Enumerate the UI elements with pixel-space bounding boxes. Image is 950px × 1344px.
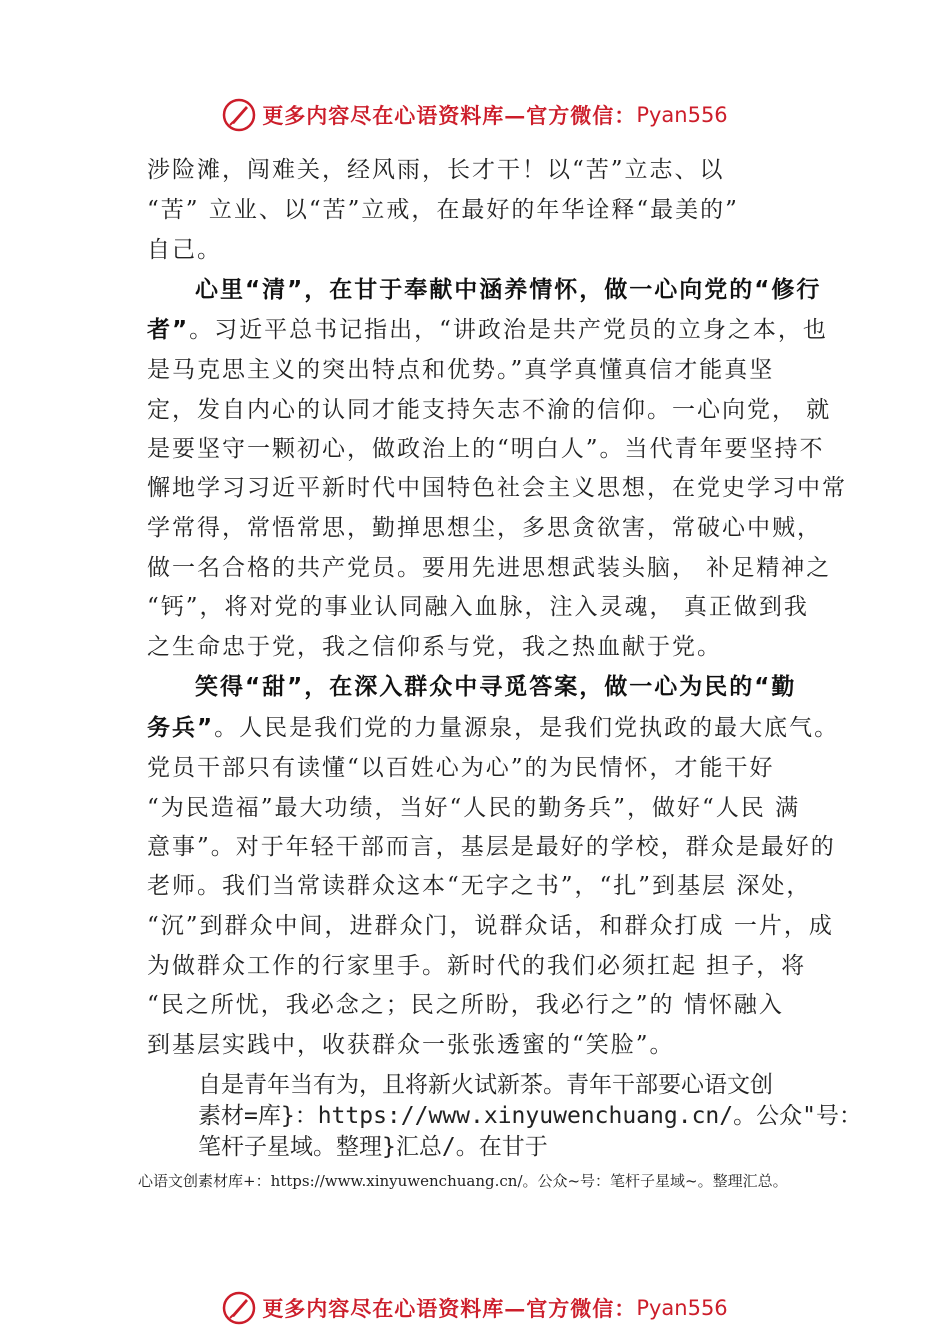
quill-logo-icon	[222, 98, 256, 132]
section-heading-end: 者”	[147, 317, 190, 343]
body-line: “为民造福”最大功绩，当好“人民的勤务兵”，做好“人民 满	[147, 795, 801, 821]
body-line: “苦” 立业、以“苦”立戒，在最好的年华诠释“最美的”	[147, 197, 739, 223]
body-line: “民之所忧，我必念之；民之所盼，我必行之”的 情怀融入	[147, 992, 784, 1018]
quote-line: 自是青年当有为，且将新火试新茶。青年干部要心语文创	[198, 1072, 773, 1098]
body-line: 学常得，常悟常思，勤掸思想尘，多思贪欲害，常破心中贼，	[147, 515, 822, 541]
body-line: 是要坚守一颗初心，做政治上的“明白人”。当代青年要坚持不	[147, 436, 825, 462]
footer-banner	[0, 1288, 950, 1328]
banner-text: 更多内容尽在心语资料库—官方微信：	[262, 103, 637, 128]
quote-line: 笔杆子星域。整理}汇总/。在甘于	[198, 1134, 548, 1160]
quote-line: 素材=库}：https://www.xinyuwenchuang.cn/。公众"号：	[198, 1103, 862, 1129]
banner-wechat-id: Pyan556	[636, 1296, 728, 1320]
body-line	[147, 315, 828, 345]
banner-text: 更多内容尽在心语资料库—官方微信：	[262, 1296, 637, 1321]
body-line: 涉险滩，闯难关，经风雨，长才干！以“苦”立志、以	[147, 157, 725, 183]
body-line: 懈地学习习近平新时代中国特色社会主义思想，在党史学习中常	[147, 475, 847, 501]
body-line: 老师。我们当常读群众这本“无字之书”，“扎”到基层 深处，	[147, 873, 812, 899]
banner-wechat-id: Pyan556	[636, 103, 728, 127]
body-line: 做一名合格的共产党员。要用先进思想武装头脑， 补足精神之	[147, 555, 832, 581]
source-footer: 心语文创素材库+：https://www.xinyuwenchuang.cn/。公众~号：笔杆子星域~。整理汇总。	[138, 1172, 788, 1190]
section-heading: 笑得“甜”，在深入群众中寻觅答案，做一心为民的“勤	[195, 674, 797, 700]
header-banner	[0, 95, 950, 135]
body-line: 是马克思主义的突出特点和优势。”真学真懂真信才能真坚	[147, 357, 775, 383]
body-line: 意事”。对于年轻干部而言，基层是最好的学校，群众是最好的	[147, 834, 836, 860]
body-line: 党员干部只有读懂“以百姓心为心”的为民情怀，才能干好	[147, 755, 775, 781]
section-heading-end: 务兵”	[147, 715, 215, 741]
quill-logo-icon	[222, 1291, 256, 1325]
body-line: 定，发自内心的认同才能支持矢志不渝的信仰。一心向党， 就	[147, 397, 832, 423]
section-heading: 心里“清”，在甘于奉献中涵养情怀，做一心向党的“修行	[195, 277, 822, 303]
body-line: “沉”到群众中间，进群众门，说群众话，和群众打成 一片，成	[147, 913, 834, 939]
body-text: 。人民是我们党的力量源泉，是我们党执政的最大底气。	[214, 715, 840, 741]
body-line: 为做群众工作的行家里手。新时代的我们必须扛起 担子，将	[147, 953, 807, 979]
body-text: 。习近平总书记指出，“讲政治是共产党员的立身之本，也	[189, 317, 828, 343]
body-line: 之生命忠于党，我之信仰系与党，我之热血献于党。	[147, 634, 722, 660]
body-line: 自己。	[147, 237, 222, 263]
body-line	[147, 713, 839, 743]
body-line: 到基层实践中，收获群众一张张透蜜的“笑脸”。	[147, 1032, 675, 1058]
body-line: “钙”，将对党的事业认同融入血脉，注入灵魂， 真正做到我	[147, 594, 809, 620]
